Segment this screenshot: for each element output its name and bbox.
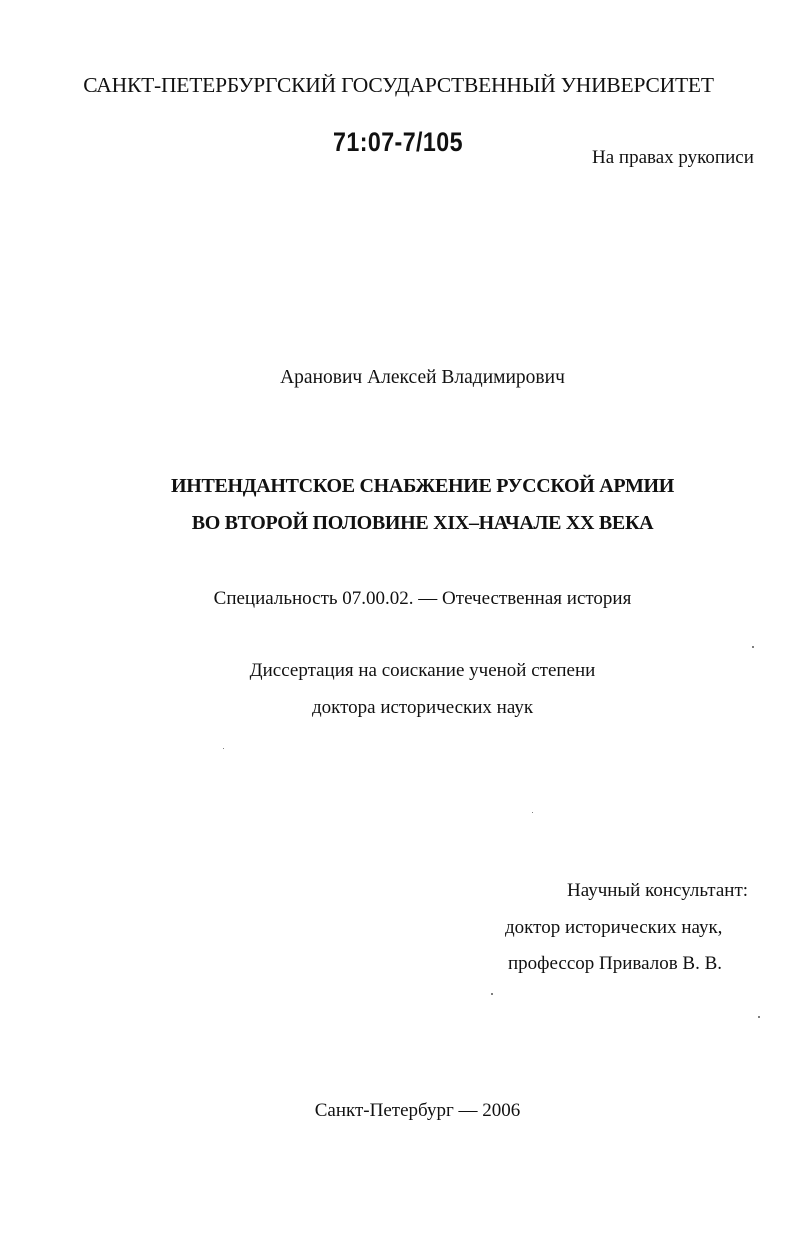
university-name: САНКТ-ПЕТЕРБУРГСКИЙ ГОСУДАРСТВЕННЫЙ УНИВЕРСИТЕТ <box>83 73 714 97</box>
scan-speck <box>758 1016 760 1018</box>
dissertation-title-line-1: ИНТЕНДАНТСКОЕ СНАБЖЕНИЕ РУССКОЙ АРМИИ <box>170 475 675 497</box>
dissertation-title-line-2: ВО ВТОРОЙ ПОЛОВИНЕ XIX–НАЧАЛЕ XX ВЕКА <box>191 512 654 534</box>
degree-line-1: Диссертация на соискание ученой степени <box>249 660 596 681</box>
scan-speck <box>223 748 224 749</box>
author-name: Аранович Алексей Владимирович <box>280 367 565 388</box>
scan-speck <box>491 993 493 995</box>
place-and-year: Санкт-Петербург — 2006 <box>314 1100 521 1121</box>
specialty: Специальность 07.00.02. — Отечественная история <box>213 588 632 609</box>
advisor-degree: доктор исторических наук, <box>505 917 723 938</box>
catalog-number: 71:07-7/105 <box>333 127 463 157</box>
advisor-name: профессор Привалов В. В. <box>508 953 723 974</box>
rights-notice: На правах рукописи <box>592 147 754 168</box>
degree-line-2: доктора исторических наук <box>311 697 534 718</box>
advisor-label: Научный консультант: <box>567 880 749 901</box>
scan-speck <box>532 812 533 813</box>
scan-speck <box>752 646 754 648</box>
